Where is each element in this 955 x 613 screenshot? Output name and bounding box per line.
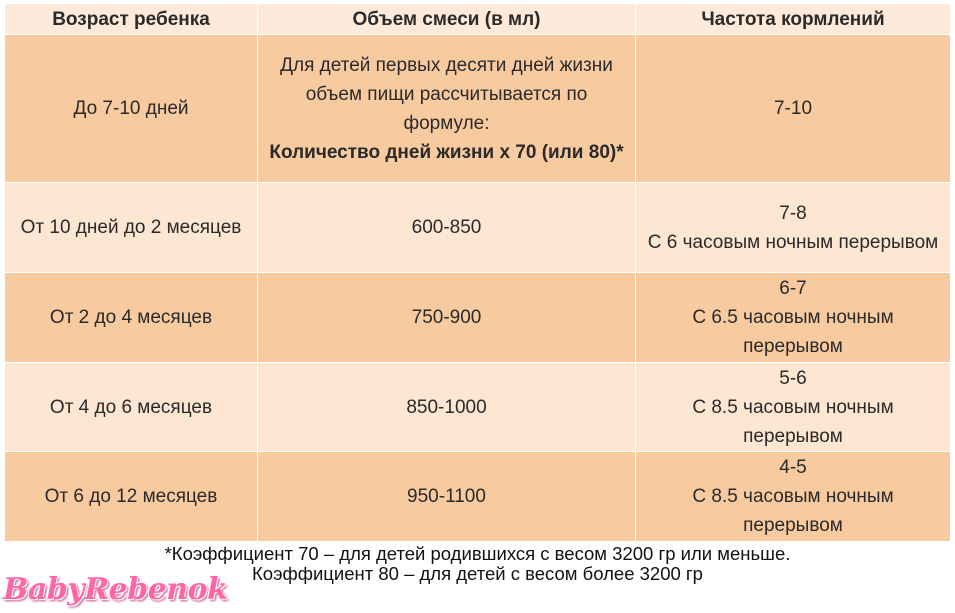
- frequency-value: 7-8: [779, 202, 807, 224]
- age-cell: От 6 до 12 месяцев: [5, 452, 258, 542]
- frequency-value: 4-5: [779, 457, 807, 478]
- frequency-cell: 7-10: [636, 35, 951, 183]
- frequency-value: 5-6: [779, 367, 807, 389]
- frequency-note: С 8.5 часовым ночным перерывом: [692, 396, 894, 447]
- volume-cell: 950-1100: [258, 452, 636, 542]
- volume-cell: 850-1000: [258, 363, 636, 452]
- age-cell: От 10 дней до 2 месяцев: [5, 183, 258, 273]
- age-cell: От 2 до 4 месяцев: [5, 273, 258, 363]
- volume-formula-intro: Для детей первых десяти дней жизни объем пищи рассчитывается по формуле:: [280, 54, 613, 134]
- age-cell: До 7-10 дней: [5, 35, 258, 183]
- table-row: [5, 363, 951, 452]
- table-header-row: [5, 4, 951, 35]
- age-cell: От 4 до 6 месяцев: [5, 363, 258, 452]
- header-volume: Объем смеси (в мл): [258, 4, 636, 35]
- frequency-cell: [636, 273, 951, 363]
- footnote-line-2: Коэффициент 80 – для детей с весом более 3200 гр: [252, 563, 703, 584]
- volume-cell: 750-900: [258, 273, 636, 363]
- volume-formula: Количество дней жизни х 70 (или 80)*: [269, 141, 624, 163]
- volume-cell: 600-850: [258, 183, 636, 273]
- frequency-cell: [636, 183, 951, 273]
- frequency-note: С 8.5 часовым ночным перерывом: [692, 486, 894, 536]
- table-row: [5, 35, 951, 183]
- table-row: [5, 452, 951, 542]
- header-frequency: Частота кормлений: [636, 4, 951, 35]
- table-row: [5, 183, 951, 273]
- frequency-value: 6-7: [779, 278, 807, 299]
- feeding-table: [4, 3, 951, 542]
- frequency-note: С 6 часовым ночным перерывом: [647, 231, 939, 253]
- volume-cell: [258, 35, 636, 183]
- frequency-cell: [636, 452, 951, 542]
- babyrebenok-logo: BabyRebenok: [3, 572, 228, 607]
- footnote-line-1: *Коэффициент 70 – для детей родившихся с весом 3200 гр или меньше.: [164, 543, 791, 564]
- table-row: [5, 273, 951, 363]
- frequency-note: С 6.5 часовым ночным перерывом: [692, 307, 894, 357]
- frequency-cell: [636, 363, 951, 452]
- header-age: Возраст ребенка: [5, 4, 258, 35]
